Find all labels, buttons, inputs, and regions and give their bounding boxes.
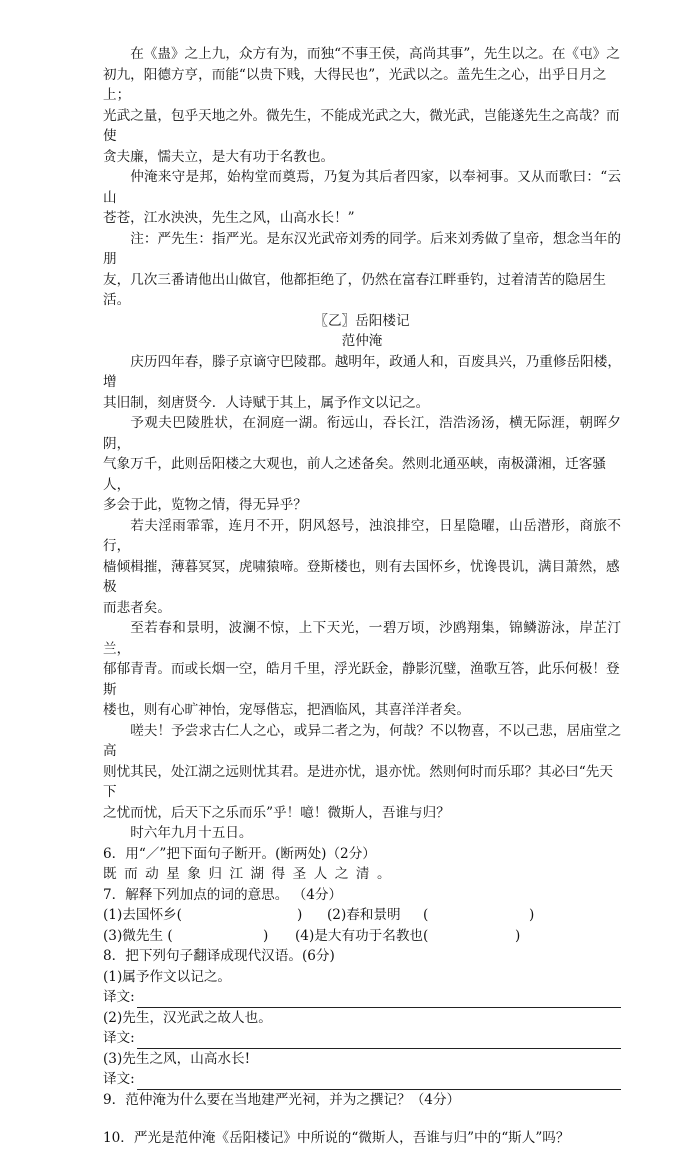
translation-label: 译文: [103,1071,135,1087]
passage-b-p5-line3: 之忧而忧，后天下之乐而乐”乎！噫！微斯人，吾谁与归？ [103,804,450,821]
question-8: 8．把下列句子翻译成现代汉语。(6分) [103,948,335,964]
question-7-row1 [103,905,621,926]
q7-item2-blank[interactable] [445,905,529,926]
translation-label: 译文: [103,989,135,1005]
q7-item1-close: ) [297,907,303,923]
answer-space [103,1110,621,1128]
question-8-answer1 [103,987,621,1008]
question-8-answer3 [103,1069,621,1090]
q7-item3-blank[interactable] [183,926,263,947]
passage-b-author: 范仲淹 [341,333,383,349]
q7-item4-label: (4)是大有功于名教也( [295,927,429,944]
q7-item4-close: ) [515,927,521,944]
passage-b-p1-line1: 庆历四年春，滕子京谪守巴陵郡。越明年，政通人和，百废具兴，乃重修岳阳楼，增 [103,353,621,390]
question-8-answer2 [103,1028,621,1049]
passage-b-p5-line1: 嗟夫！予尝求古仁人之心，或异二者之为，何哉？不以物喜，不以己悲，居庙堂之高 [103,722,621,759]
passage-b-date: 时六年九月十五日。 [130,825,253,841]
question-6: 6．用“／”把下面句子断开。(断两处)（2分） [103,845,376,862]
q7-item4-blank[interactable] [431,926,515,947]
passage-b-p4-line2: 郁郁青青。而或长烟一空，皓月千里，浮光跃金，静影沉璧，渔歌互答，此乐何极！登斯 [103,661,620,698]
passage-a-para2-line2: 苍苍，江水泱泱，先生之风，山高水长！” [103,210,355,226]
passage-b-title: 〖乙〗岳阳楼记 [314,312,410,329]
answer-line[interactable] [137,1075,621,1090]
passage-a-note-line2: 友，几次三番请他出山做官，他都拒绝了，仍然在富春江畔垂钓，过着清苦的隐居生活。 [103,271,606,308]
q7-item2-label: (2)春和景明 [327,907,401,923]
question-8-item1: (1)属予作文以记之。 [103,968,232,985]
passage-b-p3-line1: 若夫淫雨霏霏，连月不开，阴风怒号，浊浪排空，日星隐曜，山岳潜形，商旅不行， [103,517,621,554]
passage-b-p3-line2: 樯倾楫摧，薄暮冥冥，虎啸猿啼。登斯楼也，则有去国怀乡，忧谗畏讥，满目萧然，感极 [103,558,620,595]
passage-b-p4-line1: 至若春和景明，波澜不惊，上下天光，一碧万顷，沙鸥翔集，锦鳞游泳，岸芷汀兰， [103,620,621,657]
translation-label: 译文: [103,1030,135,1046]
passage-a-para1-line1: 在《蛊》之上九，众方有为，而独“不事王侯，高尚其事”，先生以之。在《屯》之 [130,46,620,62]
question-8-item3: (3)先生之风，山高水长! [103,1050,251,1067]
passage-b-p2-line1: 予观夫巴陵胜状，在洞庭一湖。衔远山，吞长江，浩浩汤汤，横无际涯，朝晖夕阴， [103,415,621,452]
q7-item3-label: (3)微先生 ( [103,927,173,944]
passage-a-para2-line1: 仲淹来守是邦，始构堂而奠焉，乃复为其后者四家，以奉祠事。又从而歌曰：“云山 [103,169,621,206]
passage-a-note-line1: 注：严先生：指严光。是东汉光武帝刘秀的同学。后来刘秀做了皇帝，想念当年的朋 [103,230,621,267]
question-6-sentence: 既而动星象归江湖得圣人之清。 [103,866,399,882]
question-8-item2: (2)先生，汉光武之故人也。 [103,1009,272,1026]
passage-b-p4-line3: 楼也，则有心旷神怡，宠辱偕忘，把酒临风，其喜洋洋者矣。 [103,702,471,718]
question-10: 10．严光是范仲淹《岳阳楼记》中所说的“微斯人，吾谁与归”中的“斯人”吗？ [103,1130,570,1146]
question-9: 9．范仲淹为什么要在当地建严光祠，并为之撰记？（4分） [103,1091,461,1108]
q7-item2-open: ( [423,907,429,923]
q7-item3-close: ) [263,927,269,944]
passage-b-p2-line2: 气象万千，此则岳阳楼之大观也，前人之述备矣。然则北通巫峡，南极潇湘，迁客骚人， [103,456,606,493]
passage-a-para1-line4: 贪夫廉，懦夫立，是大有功于名教也。 [103,148,335,165]
q7-item2-close: ) [529,907,535,923]
q7-item1-blank[interactable] [203,905,297,926]
passage-b-p2-line3: 多会于此，览物之情，得无异乎？ [103,497,307,513]
question-7: 7．解释下列加点的词的意思。 （4分） [103,886,343,903]
answer-line[interactable] [137,1034,621,1049]
passage-b-p3-line3: 而悲者矣。 [103,599,171,616]
question-7-row2 [103,926,621,947]
passage-b-p1-line2: 其旧制，刻唐贤今．人诗赋于其上，属予作文以记之。 [103,394,430,411]
answer-line[interactable] [137,993,621,1008]
passage-a-para1-line3: 光武之量，包乎天地之外。微先生，不能成光武之大，微光武，岂能遂先生之高哉？而使 [103,107,620,144]
passage-a-para1-line2: 初九，阳德方亨，而能“以贵下贱，大得民也”，光武以之。盖先生之心，出乎日月之上； [103,66,607,103]
passage-b-p5-line2: 则忧其民，处江湖之远则忧其君。是进亦忧，退亦忧。然则何时而乐耶？其必曰“先天下 [103,763,613,800]
q7-item1-label: (1)去国怀乡( [103,907,182,923]
